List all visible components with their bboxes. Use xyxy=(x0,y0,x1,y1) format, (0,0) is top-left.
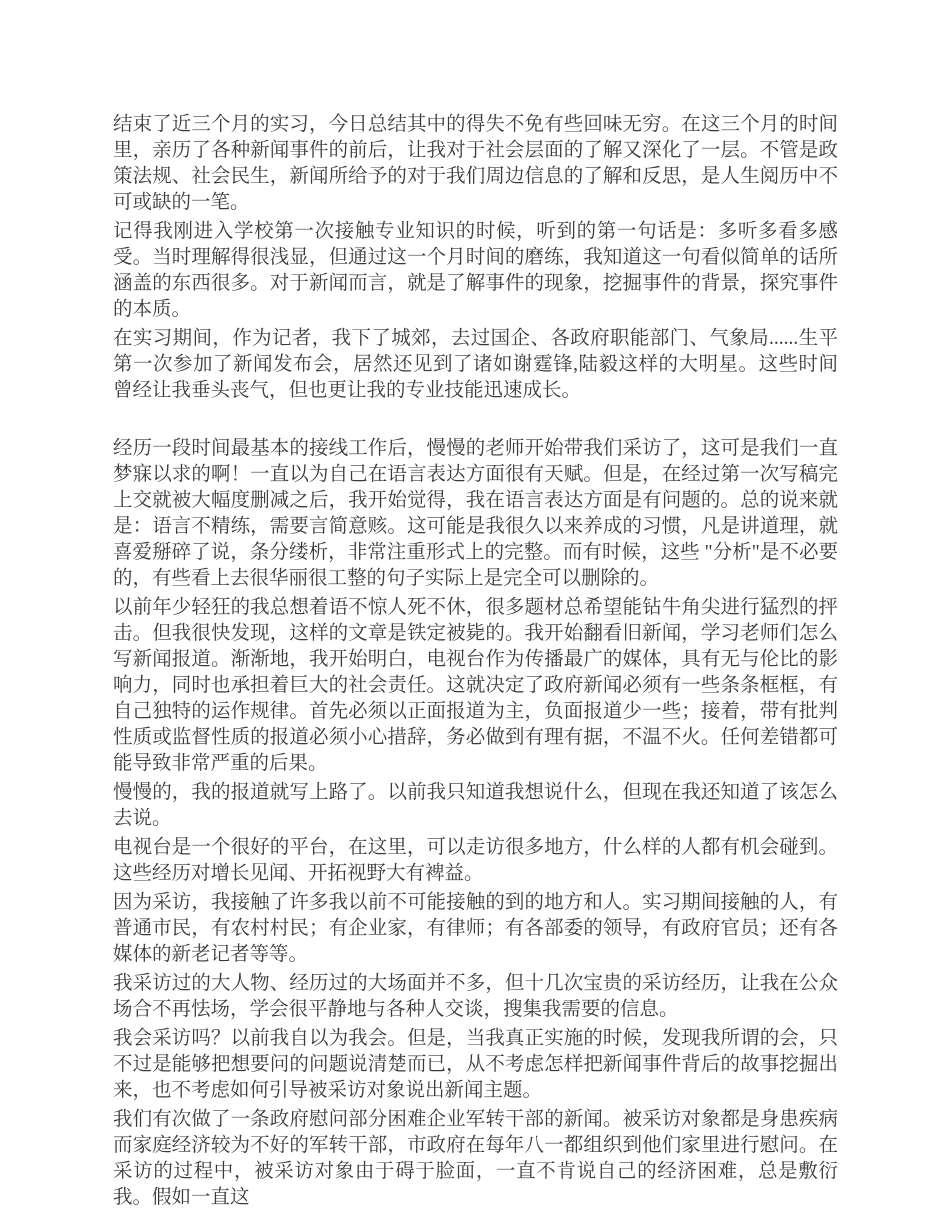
paragraph-people-met: 因为采访，我接触了许多我以前不可能接触的到的地方和人。实习期间接触的人，有普通市民，有农村村民；有企业家，有律师；有各部委的领导，有政府官员；还有各媒体的新老记者等等。 xyxy=(113,892,838,965)
paragraph-veteran-story: 我们有次做了一条政府慰问部分困难企业军转干部的新闻。被采访对象都是身患疾病而家庭经济较为不好的军转干部，市政府在每年八一都组织到他们家里进行慰问。在采访的过程中，被采访对象由于碍于脸面，一直不肯说自己的经济困难，总是敷衍我。假如一直这 xyxy=(113,1109,838,1208)
document-body xyxy=(113,112,838,1211)
paragraph-intro-summary: 结束了近三个月的实习，今日总结其中的得失不免有些回味无穷。在这三个月的时间里，亲历了各种新闻事件的前后，让我对于社会层面的了解又深化了一层。不管是政策法规、社会民生，新闻所给予的对于我们周边信息的了解和反思，是人生阅历中不可或缺的一笔。 xyxy=(113,114,838,213)
paragraph-reporting-progress: 慢慢的，我的报道就写上路了。以前我只知道我想说什么，但现在我还知道了该怎么去说。 xyxy=(113,782,838,829)
paragraph-interview-experience: 我采访过的大人物、经历过的大场面并不多，但十几次宝贵的采访经历，让我在公众场合不再怯场，学会很平静地与各种人交谈，搜集我需要的信息。 xyxy=(113,973,838,1020)
paragraph-tv-platform: 电视台是一个很好的平台，在这里，可以走访很多地方，什么样的人都有机会碰到。这些经历对增长见闻、开拓视野大有裨益。 xyxy=(113,837,838,884)
paragraph-first-lesson: 记得我刚进入学校第一次接触专业知识的时候，听到的第一句话是：多听多看多感受。当时理解得很浅显，但通过这一个月时间的磨练，我知道这一句看似简单的话所涵盖的东西很多。对于新闻而言，就是了解事件的现象，挖掘事件的背景，探究事件的本质。 xyxy=(113,221,838,320)
paragraph-reporter-experience: 在实习期间，作为记者，我下了城郊，去过国企、各政府职能部门、气象局......生平第一次参加了新闻发布会，居然还见到了诸如谢霆锋,陆毅这样的大明星。这些时间曾经让我垂头丧气，但也更让我的专业技能迅速成长。 xyxy=(113,328,838,401)
paragraph-interview-reflection: 我会采访吗？以前我自以为我会。但是，当我真正实施的时候，发现我所谓的会，只不过是能够把想要问的问题说清楚而已，从不考虑怎样把新闻事件背后的故事挖掘出来，也不考虑如何引导被采访对象说出新闻主题。 xyxy=(113,1028,838,1101)
paragraph-media-responsibility: 以前年少轻狂的我总想着语不惊人死不休，很多题材总希望能钻牛角尖进行猛烈的抨击。但我很快发现，这样的文章是铁定被毙的。我开始翻看旧新闻，学习老师们怎么写新闻报道。渐渐地，我开始明白，电视台作为传播最广的媒体，具有无与伦比的影响力，同时也承担着巨大的社会责任。这就决定了政府新闻必须有一些条条框框，有自己独特的运作规律。首先必须以正面报道为主，负面报道少一些；接着，带有批判性质或监督性质的报道必须小心措辞，务必做到有理有据，不温不火。任何差错都可能导致非常严重的后果。 xyxy=(113,597,838,774)
paragraph-writing-problems: 经历一段时间最基本的接线工作后，慢慢的老师开始带我们采访了，这可是我们一直梦寐以求的啊！一直以为自己在语言表达方面很有天赋。但是，在经过第一次写稿完上交就被大幅度删减之后，我开始觉得，我在语言表达方面是有问题的。总的说来就是：语言不精练，需要言简意赅。这可能是我很久以来养成的习惯，凡是讲道理，就喜爱掰碎了说，条分缕析，非常注重形式上的完整。而有时候，这些 "分析"是不必要的，有些看上去很华丽很工整的句子实际上是完全可以删除的。 xyxy=(113,438,838,589)
